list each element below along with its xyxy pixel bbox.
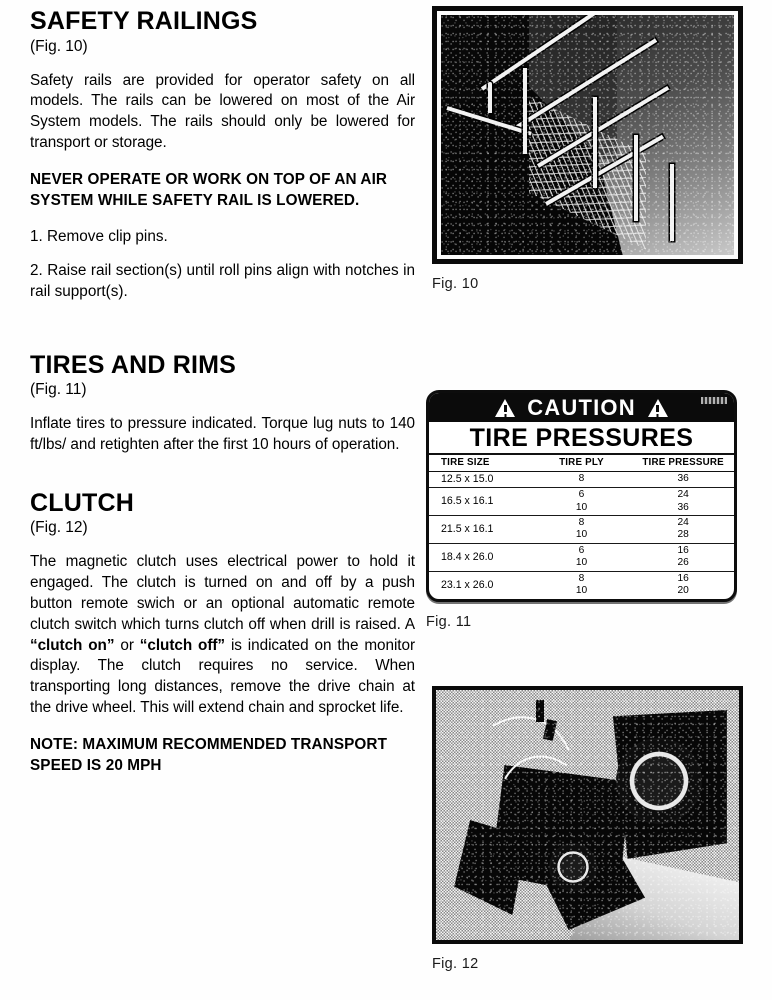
photo-hose-clamp [536, 700, 544, 722]
section-spacer [30, 316, 415, 352]
cell-tire-pressure [632, 571, 734, 598]
photo-rail-left-upright [523, 68, 527, 154]
decal-caution-bar [429, 393, 734, 422]
tire-pressure-table-body [429, 472, 734, 599]
cell-tire-size: 21.5 x 16.1 [429, 516, 531, 544]
warning-safety-railings: NEVER OPERATE OR WORK ON TOP OF AN AIR SYSTEM WHILE SAFETY RAIL IS LOWERED. [30, 170, 388, 209]
ply-value: 6 [578, 544, 585, 556]
figure-10-frame [432, 6, 743, 264]
clutch-text-part-2: or [114, 636, 140, 654]
cell-tire-pressure [632, 543, 734, 571]
figure-12-frame [432, 686, 743, 944]
ply-value: 10 [575, 585, 588, 597]
page-title-clutch: CLUTCH [30, 488, 134, 517]
figure-12 [432, 686, 743, 972]
section-spacer [30, 472, 415, 490]
tire-pressure-decal [426, 390, 737, 602]
photo-rail-post-1 [593, 97, 597, 188]
cell-tire-pressure [632, 516, 734, 544]
table-row [429, 516, 734, 544]
decal-caution-label: CAUTION [527, 394, 636, 420]
section-tires-and-rims [30, 352, 415, 456]
cell-tire-size: 18.4 x 26.0 [429, 543, 531, 571]
cell-tire-size: 23.1 x 26.0 [441, 578, 494, 591]
ply-value: 10 [575, 501, 588, 513]
figure-12-caption: Fig. 12 [432, 956, 479, 972]
cell-tire-ply [531, 516, 633, 544]
section-clutch [30, 490, 415, 777]
page-title-tires-and-rims: TIRES AND RIMS [30, 350, 237, 379]
clutch-text-part-1: The magnetic clutch uses electrical power to hold it engaged. The clutch is turned on and off by a push button remote swich or an optional automatic remote clutch switch which turns clutch off when drill is raised. A [30, 553, 415, 633]
figure-10-caption: Fig. 10 [432, 276, 479, 292]
tire-pressure-table [429, 453, 734, 598]
step-item: 2. Raise rail section(s) until roll pins align with notches in rail support(s). [30, 262, 415, 300]
cell-tire-pressure [632, 488, 734, 516]
cell-tire-pressure [632, 472, 734, 488]
cell-tire-ply [531, 571, 633, 598]
figure-10 [432, 6, 743, 292]
figure-10-mat [437, 11, 738, 259]
table-row [429, 472, 734, 488]
section-safety-railings [30, 8, 415, 303]
ply-value: 8 [578, 517, 585, 529]
clutch-text-part-3: is indicated on the monitor display. The clutch requires no service. When transporting long distances, remove the drive chain at the drive wheel. This will extend chain and sprocket life. [30, 636, 416, 716]
pressure-value: 16 [677, 544, 689, 556]
cell-tire-size: 12.5 x 15.0 [429, 472, 531, 488]
table-row [429, 488, 734, 516]
column-header-tire-ply: TIRE PLY [531, 454, 633, 472]
ply-value: 8 [578, 473, 585, 485]
pressure-value: 36 [677, 501, 689, 513]
ply-value: 10 [575, 529, 588, 541]
table-header-row [429, 454, 734, 472]
cell-tire-ply [531, 472, 633, 488]
figure-11 [426, 390, 737, 630]
figure-10-photo-safety-railing [441, 15, 734, 255]
cell-tire-ply [531, 488, 633, 516]
figure-reference-safety-railings: (Fig. 10) [30, 37, 88, 55]
figure-12-photo-clutch-assembly [436, 690, 739, 940]
body-paragraph-safety-railings: Safety rails are provided for operator safety on all models. The rails can be lowered on most of the Air System models. The rails should only be lowered for transport or storage. [30, 71, 415, 151]
decal-title: TIRE PRESSURES [469, 424, 694, 452]
figure-reference-clutch: (Fig. 12) [30, 519, 88, 537]
text-column [30, 8, 415, 792]
photo-rail-post-3 [670, 164, 674, 241]
photo-drive-sprocket [618, 740, 700, 822]
pressure-value: 28 [677, 529, 689, 541]
clutch-off-term: “clutch off” [139, 636, 226, 654]
page-title-safety-railings: SAFETY RAILINGS [30, 7, 258, 35]
pressure-value: 26 [677, 557, 689, 569]
column-header-tire-pressure: TIRE PRESSURE [632, 454, 734, 472]
photo-rail-end-cap [488, 82, 492, 113]
pressure-value: 36 [677, 473, 689, 485]
figure-reference-tires-and-rims: (Fig. 11) [30, 381, 87, 399]
body-paragraph-tires-and-rims: Inflate tires to pressure indicated. Torque lug nuts to 140 ft/lbs/ and retighten after the first 10 hours of operation. [30, 415, 415, 454]
cell-tire-size: 16.5 x 16.1 [429, 488, 531, 516]
photo-rail-post-2 [634, 135, 638, 221]
column-header-tire-size: TIRE SIZE [429, 454, 531, 472]
decal-part-number-mark [701, 397, 727, 404]
figure-11-caption: Fig. 11 [426, 613, 472, 630]
warning-triangle-icon [495, 399, 515, 417]
pressure-value: 20 [677, 585, 689, 597]
ply-value: 8 [578, 572, 585, 584]
pressure-value: 24 [677, 489, 689, 501]
step-item: 1. Remove clip pins. [30, 228, 168, 246]
pressure-value: 16 [677, 572, 689, 584]
ply-value: 6 [578, 489, 585, 501]
cell-tire-ply [531, 543, 633, 571]
note-clutch-transport-speed: NOTE: MAXIMUM RECOMMENDED TRANSPORT SPEED IS 20 MPH [30, 735, 388, 774]
clutch-on-term: “clutch on” [30, 636, 115, 654]
warning-triangle-icon [648, 399, 668, 417]
pressure-value: 24 [677, 517, 689, 529]
table-row [429, 543, 734, 571]
table-row [429, 571, 734, 598]
body-paragraph-clutch [30, 552, 415, 718]
figure-column [424, 0, 772, 1000]
ply-value: 10 [575, 557, 588, 569]
